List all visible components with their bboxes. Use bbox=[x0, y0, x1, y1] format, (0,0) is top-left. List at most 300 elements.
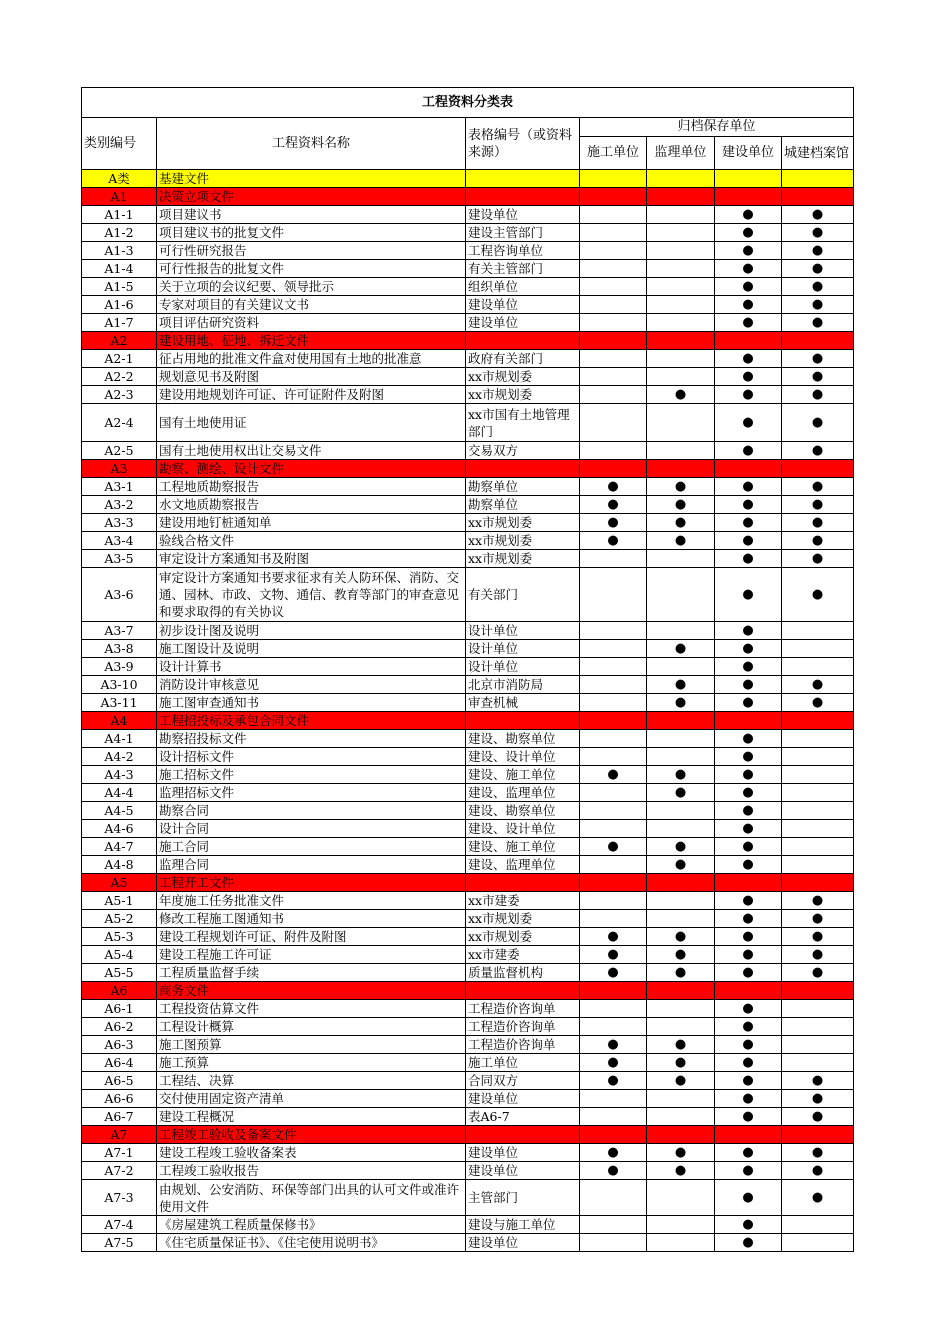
name-cell: 勘察招投标文件 bbox=[157, 730, 466, 748]
name-cell: 设计计算书 bbox=[157, 658, 466, 676]
owner-mark bbox=[715, 1000, 782, 1018]
empty-cell bbox=[466, 874, 580, 892]
table-row bbox=[82, 658, 854, 676]
archive-mark bbox=[782, 1234, 854, 1252]
empty-cell bbox=[782, 188, 854, 206]
name-cell: 项目评估研究资料 bbox=[157, 314, 466, 332]
empty-cell bbox=[580, 712, 647, 730]
filled-dot-icon: ● bbox=[742, 730, 754, 746]
empty-cell bbox=[466, 712, 580, 730]
empty-cell bbox=[782, 1126, 854, 1144]
filled-dot-icon: ● bbox=[742, 532, 754, 548]
owner-mark bbox=[715, 224, 782, 242]
code-cell: A2-3 bbox=[82, 386, 157, 404]
classification-table bbox=[81, 87, 854, 1252]
filled-dot-icon: ● bbox=[674, 1144, 687, 1160]
filled-dot-icon: ● bbox=[742, 1234, 754, 1250]
table-row bbox=[82, 1144, 854, 1162]
name-cell: 施工图预算 bbox=[157, 1036, 466, 1054]
name-cell: 勘察、测绘、设计文件 bbox=[157, 460, 466, 478]
supervision-mark bbox=[647, 1144, 715, 1162]
code-cell: A7-3 bbox=[82, 1180, 157, 1216]
code-cell: A4-1 bbox=[82, 730, 157, 748]
construction-mark bbox=[580, 964, 647, 982]
owner-mark bbox=[715, 206, 782, 224]
filled-dot-icon: ● bbox=[811, 946, 824, 962]
archive-mark bbox=[782, 748, 854, 766]
supervision-mark bbox=[647, 478, 715, 496]
table-row bbox=[82, 1216, 854, 1234]
table-row bbox=[82, 730, 854, 748]
supervision-mark bbox=[647, 568, 715, 622]
name-cell: 商务文件 bbox=[157, 982, 466, 1000]
construction-mark bbox=[580, 946, 647, 964]
source-cell: xx市规划委 bbox=[466, 910, 580, 928]
empty-cell bbox=[647, 982, 715, 1000]
construction-mark bbox=[580, 730, 647, 748]
filled-dot-icon: ● bbox=[607, 478, 619, 494]
archive-mark bbox=[782, 946, 854, 964]
code-cell: A3-3 bbox=[82, 514, 157, 532]
table-row bbox=[82, 676, 854, 694]
filled-dot-icon: ● bbox=[674, 514, 687, 530]
archive-mark bbox=[782, 368, 854, 386]
supervision-mark bbox=[647, 640, 715, 658]
filled-dot-icon: ● bbox=[742, 910, 754, 926]
source-cell: 建设单位 bbox=[466, 1090, 580, 1108]
archive-mark bbox=[782, 568, 854, 622]
name-cell: 规划意见书及附图 bbox=[157, 368, 466, 386]
source-cell: 有关主管部门 bbox=[466, 260, 580, 278]
archive-mark bbox=[782, 386, 854, 404]
source-cell: 审查机械 bbox=[466, 694, 580, 712]
filled-dot-icon: ● bbox=[674, 496, 687, 512]
filled-dot-icon: ● bbox=[742, 892, 754, 908]
construction-mark bbox=[580, 242, 647, 260]
name-cell: 由规划、公安消防、环保等部门出具的认可文件或准许使用文件 bbox=[157, 1180, 466, 1216]
filled-dot-icon: ● bbox=[742, 1054, 754, 1070]
code-cell: A3-4 bbox=[82, 532, 157, 550]
filled-dot-icon: ● bbox=[742, 1216, 754, 1232]
owner-mark bbox=[715, 1162, 782, 1180]
name-cell: 建设工程竣工验收备案表 bbox=[157, 1144, 466, 1162]
source-cell: 建设、监理单位 bbox=[466, 784, 580, 802]
construction-mark bbox=[580, 314, 647, 332]
source-cell: 建设、设计单位 bbox=[466, 820, 580, 838]
owner-mark bbox=[715, 946, 782, 964]
header-archive: 归档保存单位 bbox=[580, 118, 854, 137]
owner-mark bbox=[715, 1180, 782, 1216]
group-row bbox=[82, 874, 854, 892]
filled-dot-icon: ● bbox=[742, 946, 754, 962]
empty-cell bbox=[580, 460, 647, 478]
filled-dot-icon: ● bbox=[811, 314, 824, 330]
source-cell: 工程造价咨询单 bbox=[466, 1018, 580, 1036]
filled-dot-icon: ● bbox=[674, 784, 687, 800]
filled-dot-icon: ● bbox=[811, 964, 824, 980]
filled-dot-icon: ● bbox=[811, 694, 824, 710]
filled-dot-icon: ● bbox=[742, 964, 754, 980]
code-cell: A3-1 bbox=[82, 478, 157, 496]
code-cell: A2-5 bbox=[82, 442, 157, 460]
construction-mark bbox=[580, 1162, 647, 1180]
filled-dot-icon: ● bbox=[742, 784, 754, 800]
empty-cell bbox=[466, 982, 580, 1000]
name-cell: 关于立项的会议纪要、领导批示 bbox=[157, 278, 466, 296]
owner-mark bbox=[715, 260, 782, 278]
code-cell: A4 bbox=[82, 712, 157, 730]
construction-mark bbox=[580, 532, 647, 550]
owner-mark bbox=[715, 766, 782, 784]
empty-cell bbox=[580, 188, 647, 206]
name-cell: 建设工程规划许可证、附件及附图 bbox=[157, 928, 466, 946]
archive-mark bbox=[782, 278, 854, 296]
code-cell: A7 bbox=[82, 1126, 157, 1144]
source-cell: 有关部门 bbox=[466, 568, 580, 622]
archive-mark bbox=[782, 694, 854, 712]
supervision-mark bbox=[647, 442, 715, 460]
owner-mark bbox=[715, 296, 782, 314]
name-cell: 国有土地使用证 bbox=[157, 404, 466, 442]
owner-mark bbox=[715, 658, 782, 676]
owner-mark bbox=[715, 404, 782, 442]
supervision-mark bbox=[647, 856, 715, 874]
owner-mark bbox=[715, 1216, 782, 1234]
name-cell: 施工合同 bbox=[157, 838, 466, 856]
filled-dot-icon: ● bbox=[674, 1072, 687, 1088]
source-cell: 建设、监理单位 bbox=[466, 856, 580, 874]
source-cell: 建设单位 bbox=[466, 1234, 580, 1252]
filled-dot-icon: ● bbox=[742, 766, 754, 782]
owner-mark bbox=[715, 550, 782, 568]
empty-cell bbox=[580, 874, 647, 892]
code-cell: A3-8 bbox=[82, 640, 157, 658]
filled-dot-icon: ● bbox=[742, 442, 754, 458]
filled-dot-icon: ● bbox=[811, 1162, 824, 1178]
supervision-mark bbox=[647, 1180, 715, 1216]
construction-mark bbox=[580, 368, 647, 386]
name-cell: 工程设计概算 bbox=[157, 1018, 466, 1036]
empty-cell bbox=[466, 170, 580, 188]
code-cell: A4-7 bbox=[82, 838, 157, 856]
code-cell: A7-1 bbox=[82, 1144, 157, 1162]
filled-dot-icon: ● bbox=[742, 1018, 754, 1034]
archive-mark bbox=[782, 206, 854, 224]
filled-dot-icon: ● bbox=[607, 946, 619, 962]
owner-mark bbox=[715, 1054, 782, 1072]
construction-mark bbox=[580, 928, 647, 946]
code-cell: A5-2 bbox=[82, 910, 157, 928]
filled-dot-icon: ● bbox=[811, 368, 824, 384]
archive-mark bbox=[782, 964, 854, 982]
construction-mark bbox=[580, 892, 647, 910]
filled-dot-icon: ● bbox=[742, 820, 754, 836]
construction-mark bbox=[580, 296, 647, 314]
construction-mark bbox=[580, 802, 647, 820]
header-source: 表格编号（或资料来源） bbox=[466, 118, 580, 170]
empty-cell bbox=[466, 1126, 580, 1144]
supervision-mark bbox=[647, 1162, 715, 1180]
archive-mark bbox=[782, 784, 854, 802]
owner-mark bbox=[715, 368, 782, 386]
supervision-mark bbox=[647, 1090, 715, 1108]
archive-mark bbox=[782, 514, 854, 532]
name-cell: 工程竣工验收报告 bbox=[157, 1162, 466, 1180]
construction-mark bbox=[580, 910, 647, 928]
table-row bbox=[82, 296, 854, 314]
table-row bbox=[82, 1036, 854, 1054]
source-cell: 建设、施工单位 bbox=[466, 766, 580, 784]
group-row bbox=[82, 460, 854, 478]
owner-mark bbox=[715, 242, 782, 260]
empty-cell bbox=[715, 460, 782, 478]
supervision-mark bbox=[647, 368, 715, 386]
filled-dot-icon: ● bbox=[742, 242, 754, 258]
filled-dot-icon: ● bbox=[811, 586, 824, 602]
supervision-mark bbox=[647, 820, 715, 838]
code-cell: A5-1 bbox=[82, 892, 157, 910]
source-cell: 建设、设计单位 bbox=[466, 748, 580, 766]
source-cell: 工程造价咨询单 bbox=[466, 1000, 580, 1018]
filled-dot-icon: ● bbox=[674, 838, 687, 854]
construction-mark bbox=[580, 1072, 647, 1090]
table-row bbox=[82, 404, 854, 442]
filled-dot-icon: ● bbox=[674, 946, 687, 962]
archive-mark bbox=[782, 242, 854, 260]
table-row bbox=[82, 1000, 854, 1018]
owner-mark bbox=[715, 838, 782, 856]
filled-dot-icon: ● bbox=[674, 676, 687, 692]
construction-mark bbox=[580, 568, 647, 622]
filled-dot-icon: ● bbox=[742, 350, 754, 366]
owner-mark bbox=[715, 730, 782, 748]
filled-dot-icon: ● bbox=[607, 496, 619, 512]
construction-mark bbox=[580, 1036, 647, 1054]
source-cell: 交易双方 bbox=[466, 442, 580, 460]
source-cell: 建设单位 bbox=[466, 296, 580, 314]
name-cell: 监理招标文件 bbox=[157, 784, 466, 802]
filled-dot-icon: ● bbox=[811, 496, 824, 512]
source-cell: 合同双方 bbox=[466, 1072, 580, 1090]
table-row bbox=[82, 242, 854, 260]
table-row bbox=[82, 532, 854, 550]
empty-cell bbox=[466, 460, 580, 478]
supervision-mark bbox=[647, 1216, 715, 1234]
source-cell: 表A6-7 bbox=[466, 1108, 580, 1126]
archive-mark bbox=[782, 350, 854, 368]
filled-dot-icon: ● bbox=[811, 442, 824, 458]
owner-mark bbox=[715, 1036, 782, 1054]
archive-mark bbox=[782, 622, 854, 640]
archive-mark bbox=[782, 1000, 854, 1018]
construction-mark bbox=[580, 1234, 647, 1252]
source-cell: xx市规划委 bbox=[466, 514, 580, 532]
name-cell: 工程投资估算文件 bbox=[157, 1000, 466, 1018]
supervision-mark bbox=[647, 1018, 715, 1036]
header-owner: 建设单位 bbox=[715, 137, 782, 170]
archive-mark bbox=[782, 1018, 854, 1036]
filled-dot-icon: ● bbox=[607, 1072, 619, 1088]
source-cell: xx市建委 bbox=[466, 946, 580, 964]
code-cell: A6 bbox=[82, 982, 157, 1000]
source-cell: xx市国有土地管理部门 bbox=[466, 404, 580, 442]
supervision-mark bbox=[647, 242, 715, 260]
supervision-mark bbox=[647, 514, 715, 532]
code-cell: A6-7 bbox=[82, 1108, 157, 1126]
filled-dot-icon: ● bbox=[742, 694, 754, 710]
name-cell: 年度施工任务批准文件 bbox=[157, 892, 466, 910]
code-cell: A2 bbox=[82, 332, 157, 350]
construction-mark bbox=[580, 622, 647, 640]
name-cell: 可行性报告的批复文件 bbox=[157, 260, 466, 278]
filled-dot-icon: ● bbox=[674, 694, 687, 710]
archive-mark bbox=[782, 1090, 854, 1108]
code-cell: A7-5 bbox=[82, 1234, 157, 1252]
code-cell: A4-4 bbox=[82, 784, 157, 802]
table-row bbox=[82, 964, 854, 982]
source-cell: xx市规划委 bbox=[466, 532, 580, 550]
group-row bbox=[82, 982, 854, 1000]
code-cell: A6-5 bbox=[82, 1072, 157, 1090]
code-cell: A3-9 bbox=[82, 658, 157, 676]
filled-dot-icon: ● bbox=[607, 1054, 619, 1070]
table-row bbox=[82, 1162, 854, 1180]
filled-dot-icon: ● bbox=[674, 1162, 687, 1178]
source-cell: xx市规划委 bbox=[466, 386, 580, 404]
filled-dot-icon: ● bbox=[811, 1189, 824, 1205]
code-cell: A4-3 bbox=[82, 766, 157, 784]
filled-dot-icon: ● bbox=[742, 224, 754, 240]
construction-mark bbox=[580, 1018, 647, 1036]
source-cell: 北京市消防局 bbox=[466, 676, 580, 694]
source-cell: 组织单位 bbox=[466, 278, 580, 296]
code-cell: A4-2 bbox=[82, 748, 157, 766]
empty-cell bbox=[782, 332, 854, 350]
owner-mark bbox=[715, 640, 782, 658]
construction-mark bbox=[580, 766, 647, 784]
owner-mark bbox=[715, 1144, 782, 1162]
code-cell: A2-4 bbox=[82, 404, 157, 442]
owner-mark bbox=[715, 784, 782, 802]
name-cell: 监理合同 bbox=[157, 856, 466, 874]
supervision-mark bbox=[647, 838, 715, 856]
filled-dot-icon: ● bbox=[811, 206, 824, 222]
filled-dot-icon: ● bbox=[811, 1108, 824, 1124]
construction-mark bbox=[580, 386, 647, 404]
supervision-mark bbox=[647, 910, 715, 928]
table-row bbox=[82, 838, 854, 856]
code-cell: A5-4 bbox=[82, 946, 157, 964]
code-cell: A1-4 bbox=[82, 260, 157, 278]
owner-mark bbox=[715, 478, 782, 496]
group-row bbox=[82, 712, 854, 730]
filled-dot-icon: ● bbox=[742, 928, 754, 944]
construction-mark bbox=[580, 658, 647, 676]
table-row bbox=[82, 820, 854, 838]
table-row bbox=[82, 892, 854, 910]
empty-cell bbox=[580, 982, 647, 1000]
name-cell: 工程竣工验收及备案文件 bbox=[157, 1126, 466, 1144]
name-cell: 水文地质勘察报告 bbox=[157, 496, 466, 514]
owner-mark bbox=[715, 622, 782, 640]
code-cell: A3-10 bbox=[82, 676, 157, 694]
name-cell: 施工预算 bbox=[157, 1054, 466, 1072]
name-cell: 建设用地钉桩通知单 bbox=[157, 514, 466, 532]
filled-dot-icon: ● bbox=[674, 1036, 687, 1052]
name-cell: 工程开工文件 bbox=[157, 874, 466, 892]
code-cell: A2-2 bbox=[82, 368, 157, 386]
name-cell: 征占用地的批准文件盒对使用国有土地的批准意 bbox=[157, 350, 466, 368]
filled-dot-icon: ● bbox=[811, 350, 824, 366]
supervision-mark bbox=[647, 748, 715, 766]
supervision-mark bbox=[647, 1108, 715, 1126]
construction-mark bbox=[580, 784, 647, 802]
supervision-mark bbox=[647, 1072, 715, 1090]
source-cell: 工程造价咨询单 bbox=[466, 1036, 580, 1054]
construction-mark bbox=[580, 640, 647, 658]
empty-cell bbox=[715, 188, 782, 206]
code-cell: A3-5 bbox=[82, 550, 157, 568]
table-row bbox=[82, 1180, 854, 1216]
group-row bbox=[82, 1126, 854, 1144]
filled-dot-icon: ● bbox=[607, 928, 619, 944]
supervision-mark bbox=[647, 386, 715, 404]
header-construction: 施工单位 bbox=[580, 137, 647, 170]
table-row bbox=[82, 1234, 854, 1252]
name-cell: 项目建议书 bbox=[157, 206, 466, 224]
archive-mark bbox=[782, 224, 854, 242]
source-cell: 建设主管部门 bbox=[466, 224, 580, 242]
filled-dot-icon: ● bbox=[811, 910, 824, 926]
source-cell: 工程咨询单位 bbox=[466, 242, 580, 260]
filled-dot-icon: ● bbox=[742, 856, 754, 872]
construction-mark bbox=[580, 820, 647, 838]
filled-dot-icon: ● bbox=[674, 766, 687, 782]
name-cell: 基建文件 bbox=[157, 170, 466, 188]
construction-mark bbox=[580, 748, 647, 766]
name-cell: 初步设计图及说明 bbox=[157, 622, 466, 640]
table-row bbox=[82, 496, 854, 514]
owner-mark bbox=[715, 928, 782, 946]
filled-dot-icon: ● bbox=[742, 622, 754, 638]
archive-mark bbox=[782, 802, 854, 820]
code-cell: A1-6 bbox=[82, 296, 157, 314]
code-cell: A3-6 bbox=[82, 568, 157, 622]
filled-dot-icon: ● bbox=[811, 550, 824, 566]
name-cell: 建设工程施工许可证 bbox=[157, 946, 466, 964]
filled-dot-icon: ● bbox=[742, 514, 754, 530]
source-cell: xx市规划委 bbox=[466, 368, 580, 386]
code-cell: A5-3 bbox=[82, 928, 157, 946]
archive-mark bbox=[782, 1108, 854, 1126]
archive-mark bbox=[782, 496, 854, 514]
archive-mark bbox=[782, 442, 854, 460]
source-cell: 建设与施工单位 bbox=[466, 1216, 580, 1234]
source-cell: 设计单位 bbox=[466, 622, 580, 640]
filled-dot-icon: ● bbox=[607, 514, 619, 530]
code-cell: A1-7 bbox=[82, 314, 157, 332]
archive-mark bbox=[782, 730, 854, 748]
archive-mark bbox=[782, 260, 854, 278]
construction-mark bbox=[580, 1180, 647, 1216]
header-name: 工程资料名称 bbox=[157, 118, 466, 170]
owner-mark bbox=[715, 676, 782, 694]
name-cell: 国有土地使用权出让交易文件 bbox=[157, 442, 466, 460]
empty-cell bbox=[782, 712, 854, 730]
source-cell: 施工单位 bbox=[466, 1054, 580, 1072]
header-code: 类别编号 bbox=[82, 118, 157, 170]
table-row bbox=[82, 350, 854, 368]
